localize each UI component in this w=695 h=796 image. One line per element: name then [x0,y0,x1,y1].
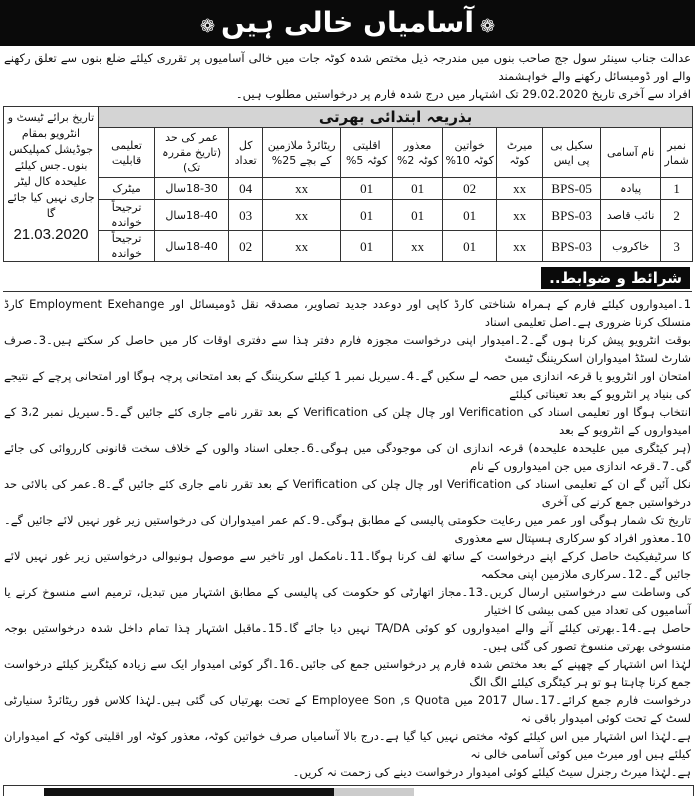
ornament-icon: ❁ [199,16,216,37]
page-title: آسامیاں خالی ہیں [221,6,474,39]
table-cell: 01 [393,178,443,200]
table-cell: 18-40سال [155,200,229,231]
condition-line: درخواست فارم جمع کرائے۔17۔سال 2017 میں Employee Son ,s Quota کے تحت بھرتیاں کی گئی ہیں۔لہٰذا کلاس فور ریٹائرڈ سنیارٹی لسٹ کے تحت کوئی امیدوار باقی نہ [4,693,692,725]
column-header: نمبر شمار [661,128,693,178]
next-ad-strip [3,785,694,796]
table-cell: 3 [661,231,693,262]
table-cell: xx [263,178,341,200]
condition-line: امتحان اور انٹرویو یا قرعہ اندازی میں حصہ لے سکیں گے۔4۔سیریل نمبر 1 کیلئے سکریننگ کے بعد امتحانی پرچہ ہوگا اور امتحانی پرچے کے نتیجے کی بنیاد پر انٹرویو کے بعد تعیناتی کیلئے [4,369,691,401]
condition-line: لہٰذا اس اشتہار کے چھپنے کے بعد مختص شدہ فارم پر درخواستیں جمع کی جائیں۔16۔اگر کوئی امیدوار ایک سے زیادہ کیٹگریز کیلئے درخواست جمع کرنا چاہتا ہو تو ہر کیٹگری کیلئے الگ الگ [4,657,691,689]
table-cell: BPS-03 [543,231,601,262]
vacancies-table [3,106,693,262]
table-cell: BPS-03 [543,200,601,231]
table-cell: 1 [661,178,693,200]
table-cell: نائب قاصد [601,200,661,231]
table-row [4,231,693,262]
table-cell: 01 [341,200,393,231]
table-cell: 01 [443,231,497,262]
table-cell: 01 [341,178,393,200]
condition-line: تاریخ تک شمار ہوگی اور عمر میں رعایت حکومتی پالیسی کے مطابق ہوگی۔9۔کم عمر امیدواران کی درخواستیں زیر غور نہیں لائے جائیں گے۔10۔معذور افراد کو سرکاری ہسپتال سے معذوری [4,513,691,545]
table-cell: xx [497,178,543,200]
condition-line: کی وساطت سے درخواستیں ارسال کریں۔13۔مجاز اتھارٹی کو حکومت کی پالیسی کے مطابق اشتہار میں تبدیل، ترمیم اسے منسوخ کرنے یا آسامیوں کی تعداد میں کمی بیشی کا اختیار [4,585,691,617]
condition-line: ہے۔لہٰذا میرٹ رجنرل سیٹ کیلئے کوئی امیدوار درخواست دینے کی زحمت نہ کریں۔ [292,765,691,779]
table-cell: 01 [443,200,497,231]
ornament-icon: ❁ [479,16,496,37]
column-header: ریٹائرڈ ملازمین کے بچے 25% [263,128,341,178]
table-cell: xx [497,231,543,262]
column-header: سکیل بی پی ایس [543,128,601,178]
table-cell: xx [263,231,341,262]
column-header: معذور کوٹہ 2% [393,128,443,178]
table-cell: 03 [229,200,263,231]
table-cell: 2 [661,200,693,231]
intro-line: افراد سے آخری تاریخ 29.02.2020 تک اشتہار میں درج شدہ فارم پر درخواستیں مطلوب ہیں۔ [235,87,691,101]
test-interview-note: تاریخ برائے ٹیسٹ و انٹرویو بمقام جوڈیشل کمپلیکس بنوں۔جس کیلئے علیحدہ کال لیٹر جاری نہیں کیا جائے گا [7,111,95,220]
table-cell: خاکروب [601,231,661,262]
table-row [4,200,693,231]
column-header: میرٹ کوٹہ [497,128,543,178]
column-header: عمر کی حد (تاریخ مقررہ تک) [155,128,229,178]
table-cell: xx [393,231,443,262]
conditions-heading: شرائط و ضوابط.. [541,267,690,289]
table-cell: 18-30سال [155,178,229,200]
table-cell: پیادہ [601,178,661,200]
condition-line: انتخاب ہوگا اور تعلیمی اسناد کی Verification اور چال چلن کی Verification کے بعد تقرر نامے جاری کئے جائیں گے۔5۔سیریل نمبر 3،2 کے امیدواروں کے انٹرویو کے بعد [4,405,692,437]
table-cell: 18-40سال [155,231,229,262]
column-header: اقلیتی کوٹہ 5% [341,128,393,178]
table-cell: ترجیحاً خواندہ [99,231,155,262]
conditions-header-row [3,267,692,292]
test-date: 21.03.2020 [13,226,89,243]
intro-line: عدالت جناب سینئر سول جج صاحب بنوں میں مندرجہ ذیل مختص شدہ کوٹہ جات میں خالی آسامیوں پر تقرری کیلئے ضلع بنوں سے تعلق رکھنے والے اور ڈومیسائل رکھنے والے خواہشمند [4,51,691,83]
condition-line: ہے۔لہٰذا اس اشتہار میں اس کیلئے کوٹہ مختص نہیں کیا گیا ہے۔درج بالا آسامیاں صرف خواتین کوٹہ، معذور کوٹہ اور اقلیتی کوٹہ کے امیدواران کیلئے ہیں اور میرٹ میں کوئی آسامی خالی نہ [4,729,691,761]
condition-line: نکل آئیں گے ان کے تعلیمی اسناد کی Verification اور چال چلن کی Verification کے بعد تقرر نامے جاری کئے جائیں گے۔8۔عمر کی بالائی حد درخواستیں جمع کرنے کی آخری [4,477,692,509]
table-cell: BPS-05 [543,178,601,200]
table-cell: 02 [443,178,497,200]
table-cell: xx [497,200,543,231]
table-cell: xx [263,200,341,231]
title-banner [0,0,695,46]
table-cell: 01 [393,200,443,231]
table-row [4,178,693,200]
test-interview-info [4,107,99,262]
column-header: تعلیمی قابلیت [99,128,155,178]
conditions-text [4,295,691,781]
table-super-header: بذریعہ ابتدائی بھرتی [99,107,693,128]
condition-line: بوقت انٹرویو پیش کرنا ہوں گے۔2۔امیدوار اپنی درخواست مجوزہ فارم دفتر ہٰذا سے دفتری اوقات کار میں حاصل کر سکتے ہیں۔3۔صرف شارٹ لسٹڈ امیدواران اسکریننگ ٹیسٹ [4,333,691,365]
condition-line: 1۔امیدواروں کیلئے فارم کے ہمراہ شناختی کارڈ کاپی اور دوعدد جدید تصاویر، مصدقہ نقل ڈومیسائل اور Employment Exehange کارڈ منسلک کرنا ضروری ہے۔اصل تعلیمی اسناد [4,297,692,329]
column-header: خواتین کوٹہ 10% [443,128,497,178]
condition-line: کا سرٹیفیکیٹ حاصل کرکے اپنے درخواست کے ساتھ لف کرنا ہوگا۔11۔نامکمل اور تاخیر سے موصول ہونیوالی درخواستیں زیر غور نہیں لائے جائیں گے۔12۔سرکاری ملازمین اپنی محکمہ [4,549,691,581]
condition-line: (ہر کیٹگری میں علیحدہ علیحدہ) قرعہ اندازی ان کی موجودگی میں ہوگی۔6۔جعلی اسناد والوں کے خلاف سخت قانونی کارروائی کی جائے گی۔7۔قرعہ اندازی میں جن امیدواروں کے نام [4,441,691,473]
column-header: کل تعداد [229,128,263,178]
table-cell: 02 [229,231,263,262]
intro-text [4,49,691,103]
table-cell: میٹرک [99,178,155,200]
table-cell: 04 [229,178,263,200]
table-cell: ترجیحاً خواندہ [99,200,155,231]
condition-line: حاصل ہے۔14۔بھرتی کیلئے آنے والے امیدواروں کو کوئی TA/DA نہیں دیا جائے گا۔15۔ماقبل اشتہار ہٰذا تمام داخل شدہ درخواستیں بوجہ منسوخی بھرتی منسوخ تصور کی گئی ہیں۔ [4,621,691,653]
column-header: نام آسامی [601,128,661,178]
table-cell: 01 [341,231,393,262]
